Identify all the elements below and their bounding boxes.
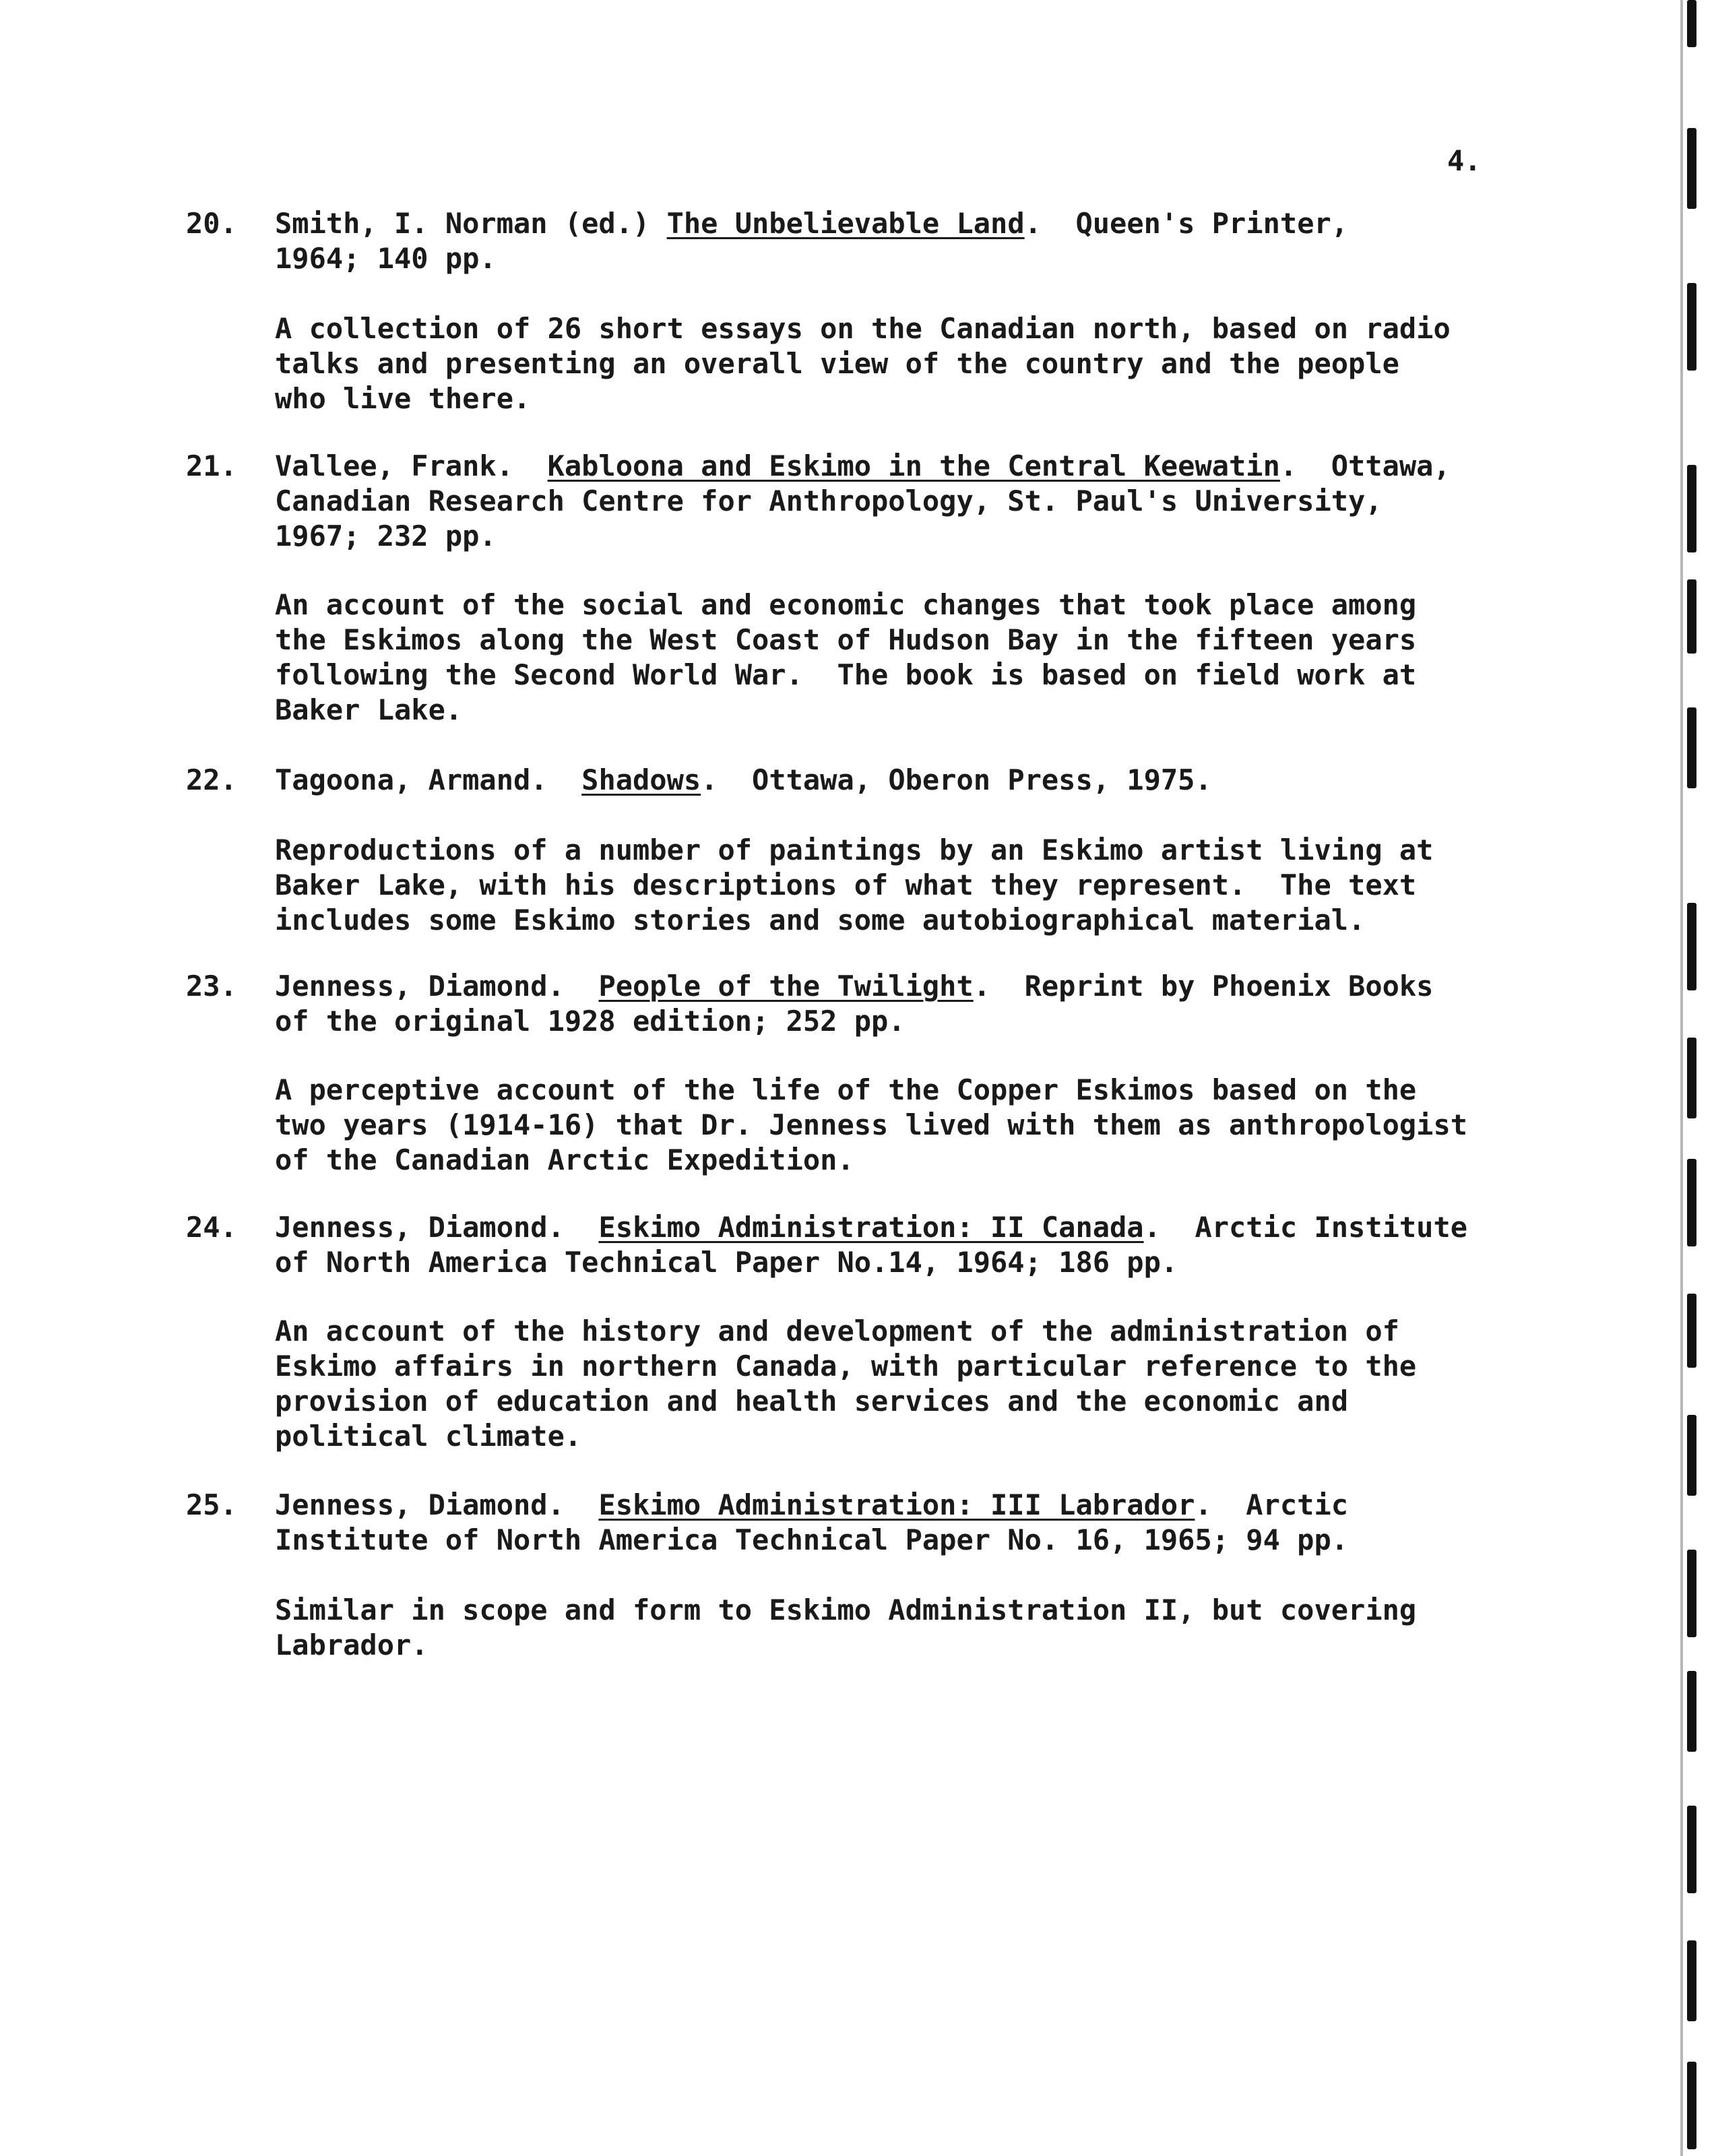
binding-edge bbox=[1671, 0, 1714, 2156]
entry-citation bbox=[275, 449, 1555, 554]
book-title: Shadows bbox=[581, 763, 701, 796]
citation-publication: . Reprint by Phoenix Books of the original 1928 edition; 252 pp. bbox=[275, 970, 1434, 1038]
citation-author: Smith, I. Norman (ed.) bbox=[275, 207, 667, 240]
entry-number: 23. bbox=[186, 970, 237, 1003]
entry-citation bbox=[275, 1210, 1555, 1280]
entry-annotation: Reproductions of a number of paintings by an Eskimo artist living at Baker Lake, with his descriptions of what they represent. The text includes some Eskimo stories and some autobiographical material. bbox=[275, 833, 1434, 937]
binding-mark bbox=[1687, 1671, 1696, 1752]
book-title: Eskimo Administration: II Canada bbox=[598, 1211, 1144, 1244]
entry-annotation: An account of the history and development of the administration of Eskimo affairs in northern Canada, with particular reference to the provision of education and health services and the economic and political climate. bbox=[275, 1314, 1417, 1453]
entry-number: 24. bbox=[186, 1211, 237, 1244]
binding-mark bbox=[1687, 128, 1696, 209]
binding-mark bbox=[1687, 707, 1696, 788]
book-title: Kabloona and Eskimo in the Central Keewatin bbox=[547, 449, 1280, 482]
entry-annotation: Similar in scope and form to Eskimo Administration II, but covering Labrador. bbox=[275, 1593, 1417, 1661]
binding-mark bbox=[1687, 2062, 1696, 2149]
entry-number: 25. bbox=[186, 1488, 237, 1521]
citation-author: Jenness, Diamond. bbox=[275, 970, 599, 1003]
binding-mark bbox=[1687, 1806, 1696, 1893]
entry-citation bbox=[275, 1488, 1555, 1558]
entry-number: 21. bbox=[186, 449, 237, 482]
citation-publication: . Ottawa, Oberon Press, 1975. bbox=[701, 763, 1212, 796]
binding-mark bbox=[1687, 579, 1696, 654]
entry-citation bbox=[275, 206, 1555, 276]
binding-mark bbox=[1687, 1038, 1696, 1118]
entry-citation bbox=[275, 969, 1555, 1039]
binding-mark bbox=[1687, 1159, 1696, 1246]
book-title: Eskimo Administration: III Labrador bbox=[598, 1488, 1195, 1521]
citation-author: Tagoona, Armand. bbox=[275, 763, 582, 796]
citation-publication: . Ottawa, Canadian Research Centre for Anthropology, St. Paul's University, 1967; 232 pp. bbox=[275, 449, 1451, 552]
citation-author: Vallee, Frank. bbox=[275, 449, 548, 482]
binding-mark bbox=[1687, 1415, 1696, 1496]
citation-publication: . Arctic Institute of North America Technical Paper No. 16, 1965; 94 pp. bbox=[275, 1488, 1349, 1556]
binding-mark bbox=[1687, 283, 1696, 371]
entry-annotation: A perceptive account of the life of the Copper Eskimos based on the two years (1914-16) that Dr. Jenness lived with them as anthropologist of the Canadian Arctic Expedition. bbox=[275, 1073, 1468, 1176]
entry-annotation: An account of the social and economic changes that took place among the Eskimos along the West Coast of Hudson Bay in the fifteen years following the Second World War. The book is based on field work at Baker Lake. bbox=[275, 588, 1417, 726]
page-number: 4. bbox=[1447, 144, 1482, 177]
entry-citation bbox=[275, 763, 1555, 798]
citation-publication: . Queen's Printer, 1964; 140 pp. bbox=[275, 207, 1349, 275]
binding-mark bbox=[1687, 1940, 1696, 2021]
binding-mark bbox=[1687, 465, 1696, 552]
binding-mark bbox=[1687, 1294, 1696, 1368]
binding-line bbox=[1680, 0, 1683, 2156]
citation-author: Jenness, Diamond. bbox=[275, 1488, 599, 1521]
citation-author: Jenness, Diamond. bbox=[275, 1211, 599, 1244]
entry-number: 22. bbox=[186, 763, 237, 796]
binding-mark bbox=[1687, 1550, 1696, 1637]
citation-publication: . Arctic Institute of North America Technical Paper No.14, 1964; 186 pp. bbox=[275, 1211, 1468, 1279]
binding-mark bbox=[1687, 903, 1696, 990]
binding-mark bbox=[1687, 0, 1696, 47]
entry-annotation: A collection of 26 short essays on the Canadian north, based on radio talks and presenting an overall view of the country and the people who live there. bbox=[275, 312, 1451, 415]
entry-number: 20. bbox=[186, 207, 237, 240]
book-title: People of the Twilight bbox=[598, 970, 974, 1003]
book-title: The Unbelievable Land bbox=[666, 207, 1025, 240]
